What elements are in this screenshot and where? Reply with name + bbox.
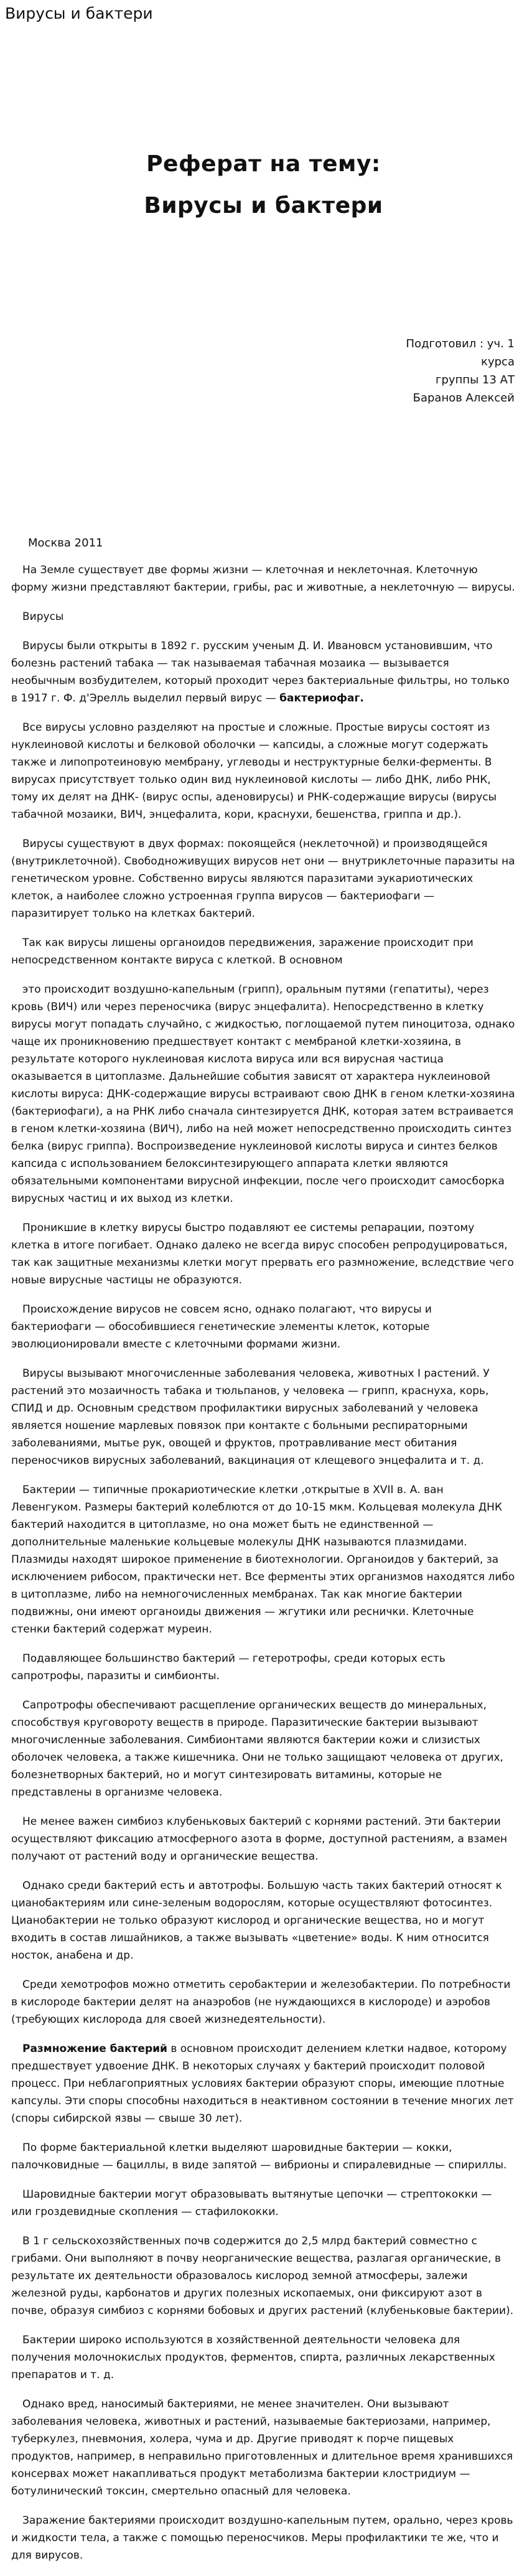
paragraph: Вирусы вызывают многочисленные заболевания человека, животных I растений. У растений это мозаичность табака и тюльпанов, у человека — грипп, краснуха, корь, СПИД и др. Основным средством профилактики вирусных заболеваний у человека является ношение марлевых повязок при контакте с больными респираторными заболеваниями, мытье рук, овощей и фруктов, протравливание мест обитания переносчиков вирусных заболеваний, вакцинация от клещевого энцефалита и т. д. — [11, 1367, 490, 1467]
paragraph: Вирусы были открыты в 1892 г. русским ученым Д. И. Ивановсм установившим, что болезнь растений табака — так называемая табачная мозаика — вызывается необычным возбудителем, который проходит через бактериальные фильтры, но только в 1917 г. Ф. д'Эрелль выделил первый вирус — бактериофаг. — [11, 640, 510, 705]
document-title: Вирусы и бактери — [5, 4, 153, 22]
paragraph: это происходит воздушно-капельным (грипп), оральным путями (гепатиты), через кровь (ВИЧ) или через переносчика (вирус энцефалита). Непосредственно в клетку вирусы могут попадать случайно, с жидкостью, поглощаемой путем пиноцитоза, однако чаще их проникновению предшествует контакт с мембраной клетки-хозяина, в результате которого нуклеиновая кислота вируса или вся вирусная частица оказывается в цитоплазме. Дальнейшие события зависят от характера нуклеиновой кислоты вируса: ДНК-содержащие вирусы встраивают свою ДНК в геном клетки-хозяина (бактериофаги), а на РНК либо сначала синтезируется ДНК, которая затем встраивается в геном клетки-хозяина (ВИЧ), либо на ней может непосредственно происходить синтез белка (вирус гриппа). Воспроизведение нуклеиновой кислоты вируса и синтез белков капсида с использованием белоксинтезирующего аппарата клетки являются обязательными компонентами вирусной инфекции, после чего происходит самосборка вирусных частиц и их выход из клетки. — [11, 983, 515, 1205]
paragraph: Шаровидные бактерии могут образовывать вытянутые цепочки — стрептококки — или гроздевидные скопления — стафилококки. — [11, 2188, 492, 2218]
paragraph: Размножение бактерий в основном происходит делением клетки надвое, которому предшествует удвоение ДНК. В некоторых случаях у бактерий происходит половой процесс. При неблагоприятных условиях бактерии образуют споры, имеющие плотные капсулы. Эти споры способны находиться в неактивном состоянии в течение многих лет (споры сибирской язвы — свыше 30 лет). — [11, 2043, 514, 2125]
paragraph: Проникшие в клетку вирусы быстро подавляют ее системы репарации, поэтому клетка в итоге погибает. Однако далеко не всегда вирус способен репродуцироваться, так как защитные механизмы клетки могут прервать его размножение, вследствие чего новые вирусные частицы не образуются. — [11, 1222, 514, 1286]
cover-title-line1: Реферат на тему: — [146, 151, 381, 177]
paragraph: Подавляющее большинство бактерий — гетеротрофы, среди которых есть сапротрофы, паразиты и симбионты. — [11, 1652, 445, 1682]
author-line: Подготовил : уч. 1 — [406, 337, 515, 350]
paragraph: Сапротрофы обеспечивают расщепление органических веществ до минеральных, способствуя круговороту веществ в природе. Паразитические бактерии вызывают многочисленные заболевания. Симбионтами являются бактерии кожи и слизистых оболочек человека, а также кишечника. Они не только защищают человека от других, болезнетворных бактерий, но и могут синтезировать витамины, которые не представлены в организме человека. — [11, 1699, 503, 1799]
author-line: курса — [481, 355, 515, 368]
paragraph: Все вирусы условно разделяют на простые и сложные. Простые вирусы состоят из нуклеиновой кислоты и белковой оболочки — капсиды, а сложные могут содержать также и липопротеиновую мембрану, углеводы и неструктурные белки-ферменты. В вирусах присутствует только один вид нуклеиновой кислоты — либо ДНК, либо РНК, тому их делят на ДНК- (вирус оспы, аденовирусы) и РНК-содержащие вирусы (вирусы табачной мозаики, ВИЧ, энцефалита, кори, краснухи, бешенства, гриппа и др.). — [11, 721, 497, 821]
paragraph: Бактерии широко используются в хозяйственной деятельности человека для получения молочнокислых продуктов, ферментов, спирта, различных лекарственных препаратов и т. д. — [11, 2334, 495, 2381]
paragraph: Бактерии — типичные прокариотические клетки ,открытые в XVII в. А. ван Левенгуком. Размеры бактерий колеблются от до 10-15 мкм. Кольцевая молекула ДНК бактерий находится в цитоплазме, но она может быть не единственной — дополнительные маленькие кольцевые молекулы ДНК называются плазмидами. Плазмиды находят широкое применение в биотехнологии. Органоидов у бактерий, за исключением рибосом, практически нет. Все ферменты этих организмов находятся либо в цитоплазме, либо на немногочисленных мембранах. Так как многие бактерии подвижны, они имеют органоиды движения — жгутики или реснички. Клеточные стенки бактерий содержат муреин. — [11, 1484, 515, 1636]
paragraph: В 1 г сельскохозяйственных почв содержится до 2,5 млрд бактерий совместно с грибами. Они выполняют в почву неорганические вещества, разлагая органические, в результате их деятельности образовалось кислород земной атмосферы, залежи железной руды, карбонатов и других полезных ископаемых, они фиксируют азот в почве, образуя симбиоз с корнями бобовых и других растений (клубеньковые бактерии). — [11, 2235, 514, 2317]
city-year: Москва 2011 — [28, 536, 103, 550]
author-block — [353, 335, 515, 407]
paragraph: Так как вирусы лишены органоидов передвижения, заражение происходит при непосредственном контакте вируса с клеткой. В основном — [11, 937, 473, 967]
author-line: группы 13 АТ — [436, 373, 515, 386]
paragraph: Происхождение вирусов не совсем ясно, однако полагают, что вирусы и бактериофаги — обособившиеся генетические элементы клеток, которые эволюционировали вместе с клеточными формами жизни. — [11, 1303, 432, 1351]
cover-title-line2: Вирусы и бактери — [144, 193, 383, 218]
paragraph: Заражение бактериями происходит воздушно-капельным путем, орально, через кровь и жидкости тела, а также с помощью переносчиков. Меры профилактики те же, что и для вирусов. — [11, 2514, 513, 2562]
paragraph: Среди хемотрофов можно отметить серобактерии и железобактерии. По потребности в кислороде бактерии делят на анаэробов (не нуждающихся в кислороде) и аэробов (требующих кислорода для своей жизнедеятельности). — [11, 1979, 511, 2026]
author-line: Баранов Алексей — [413, 391, 515, 405]
paragraph: Вирусы существуют в двух формах: покоящейся (неклеточной) и производящейся (внутриклеточной). Свободноживущих вирусов нет они — внутриклеточные паразиты на генетическом уровне. Собственно вирусы являются паразитами эукариотических клеток, а наиболее сложно устроенная группа вирусов — бактериофаги — паразитирует только на клетках бактерий. — [11, 838, 515, 920]
paragraph: Не менее важен симбиоз клубеньковых бактерий с корнями растений. Эти бактерии осуществляют фиксацию атмосферного азота в форме, доступной растениям, а взамен получают от растений воду и органические вещества. — [11, 1815, 508, 1863]
bold-term: Размножение бактерий — [22, 2043, 167, 2055]
paragraph: Однако среди бактерий есть и автотрофы. Большую часть таких бактерий относят к цианобактериям или сине-зеленым водорослям, которые осуществляют фотосинтез. Цианобактерии не только образуют кислород и органические вещества, но и могут входить в состав лишайников, а также вызывать «цветение» воды. К ним относится носток, анабена и др. — [11, 1880, 502, 1962]
essay-body — [11, 561, 515, 2576]
paragraph: Однако вред, наносимый бактериями, не менее значителен. Они вызывают заболевания человека, животных и растений, называемые бактериозами, например, туберкулез, пневмония, холера, чума и др. Другие приводят к порче пищевых продуктов, например, в неправильно приготовленных и длительное время хранившихся консервах может накапливаться продукт метаболизма бактерии клостридиум — ботулинический токсин, смертельно опасный для человека. — [11, 2398, 513, 2498]
paragraph: На Земле существует две формы жизни — клеточная и неклеточная. Клеточную форму жизни представляют бактерии, грибы, рас и животные, а неклеточную — вирусы. — [11, 564, 515, 594]
paragraph: Вирусы — [22, 611, 64, 623]
bold-term: бактериофаг. — [279, 692, 364, 705]
paragraph: По форме бактериальной клетки выделяют шаровидные бактерии — кокки, палочковидные — бациллы, в виде запятой — вибрионы и спиралевидные — спириллы. — [11, 2142, 507, 2171]
